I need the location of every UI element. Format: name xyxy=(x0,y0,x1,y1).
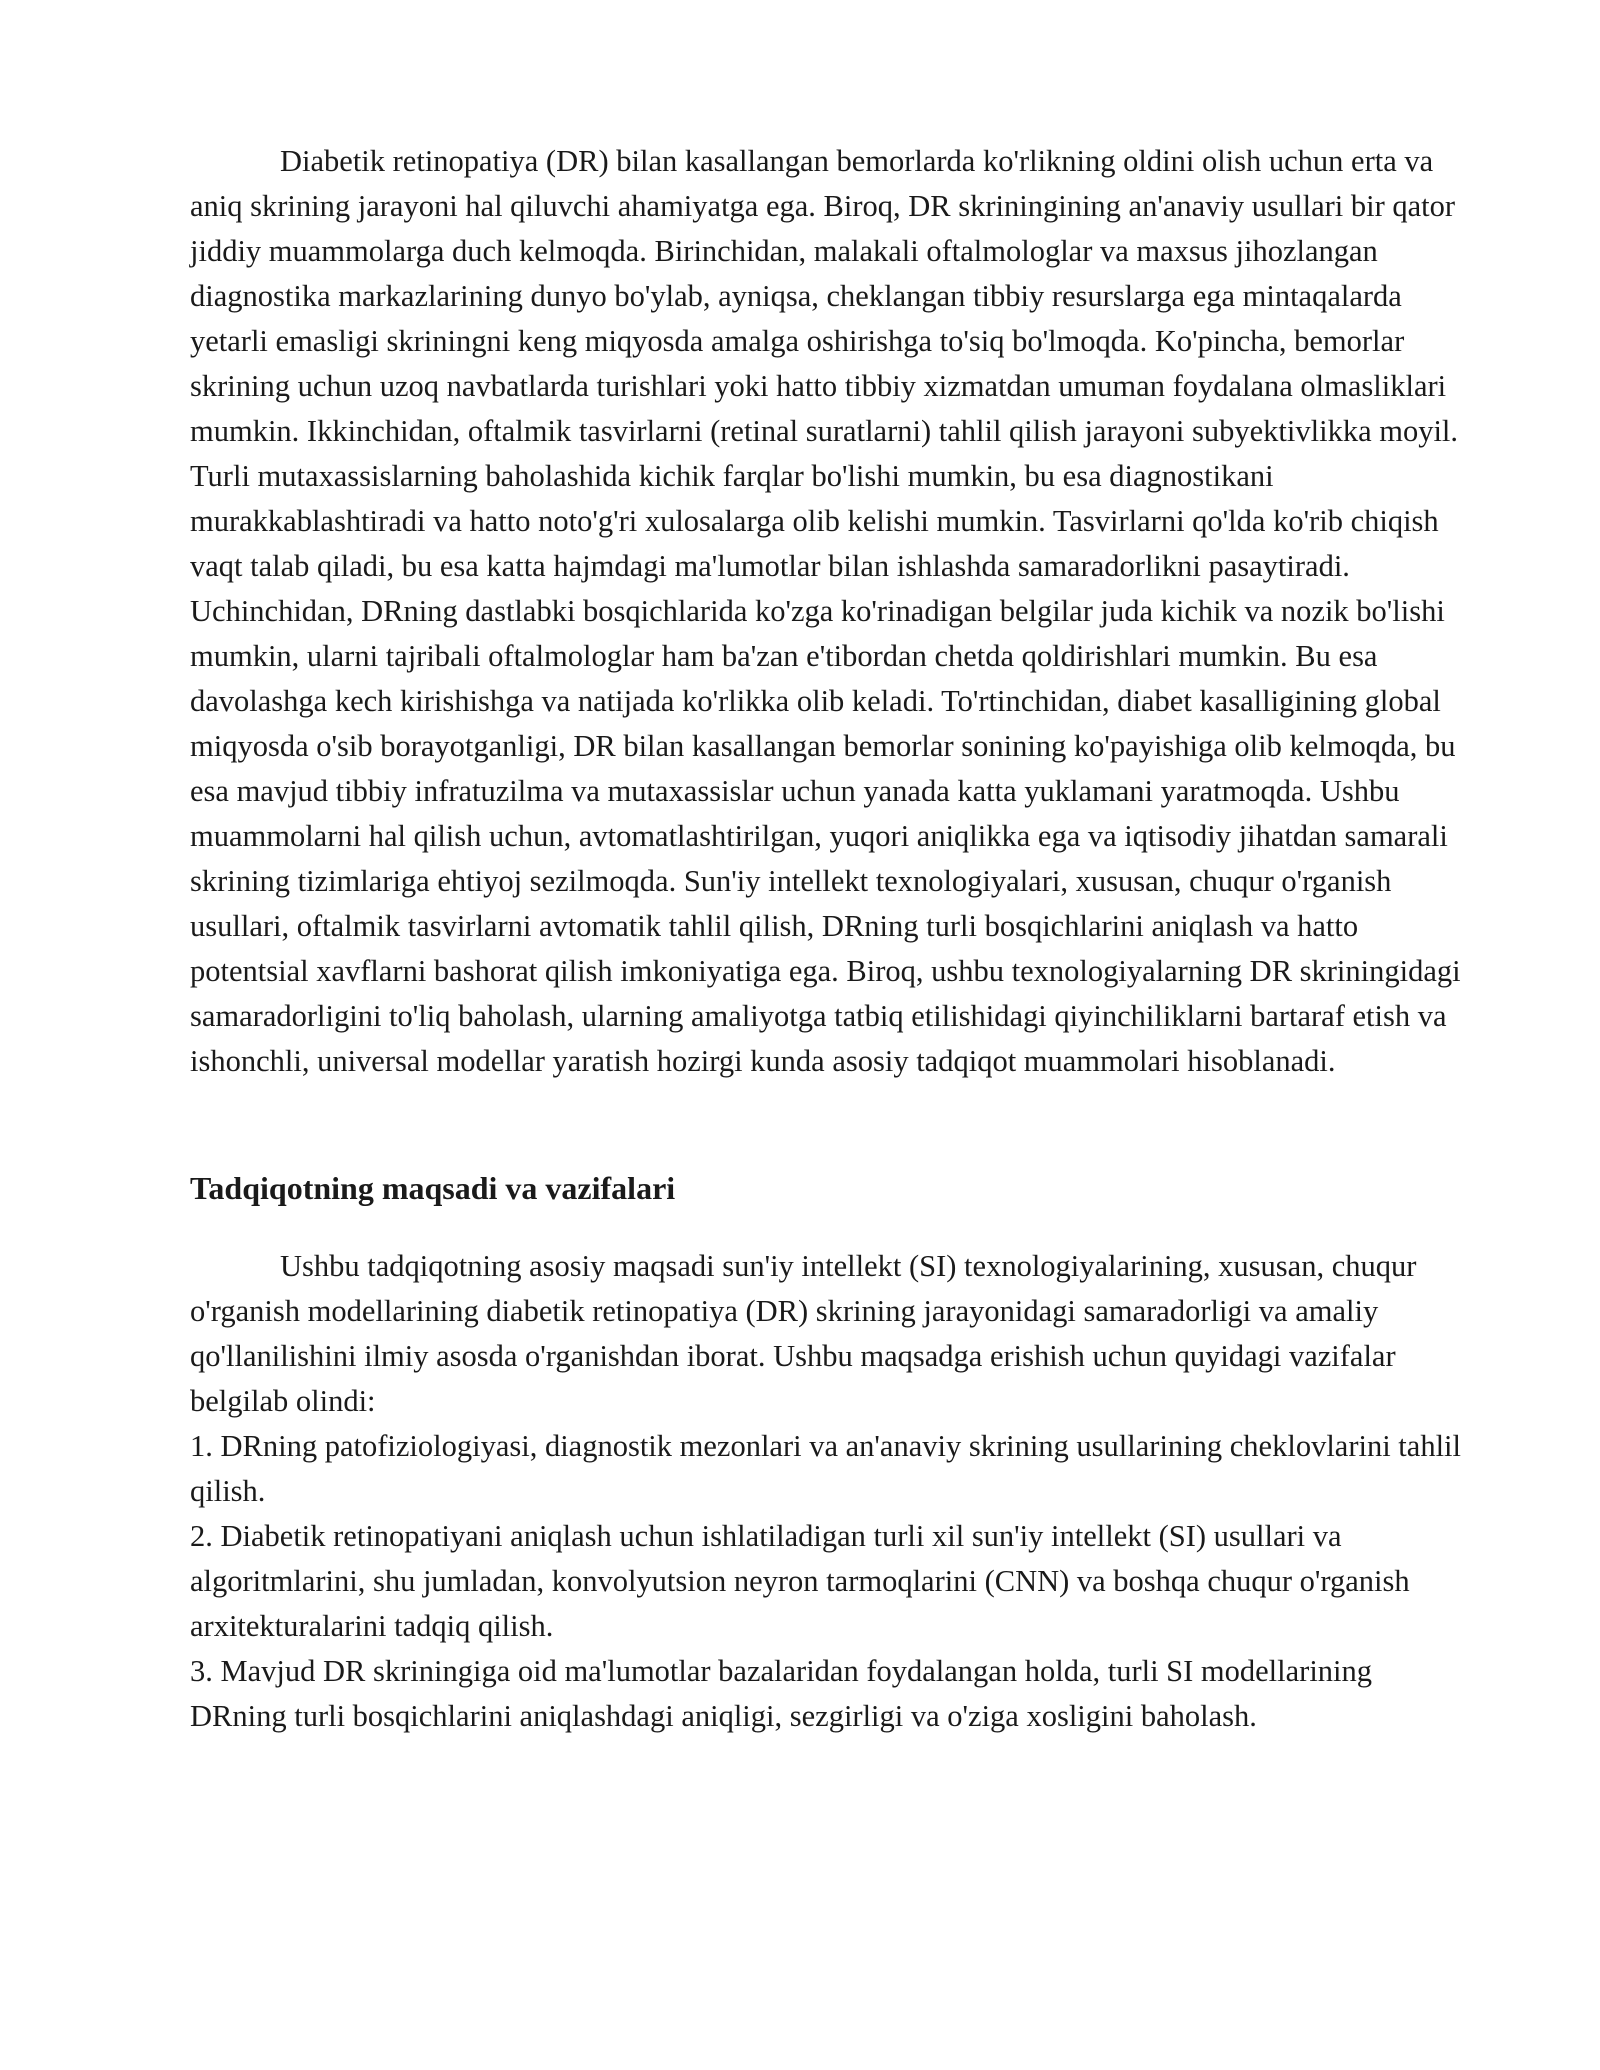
section-paragraph: Ushbu tadqiqotning asosiy maqsadi sun'iy intellekt (SI) texnologiyalarining, xususan, chuqur o'rganish modellarining diabetik retinopatiya (DR) skrining jarayonidagi samaradorligi va amaliy qo'llanilishini ilmiy asosda o'rganishdan iborat. Ushbu maqsadga erishish uchun quyidagi vazifalar belgilab olindi: xyxy=(190,1249,1417,1418)
section-heading: Tadqiqotning maqsadi va vazifalari xyxy=(190,1170,676,1206)
document-body xyxy=(190,139,1470,1739)
task-item-1: 1. DRning patofiziologiyasi, diagnostik mezonlari va an'anaviy skrining usullarining cheklovlarini tahlil qilish. xyxy=(190,1429,1461,1508)
task-item-3: 3. Mavjud DR skriningiga oid ma'lumotlar bazalaridan foydalangan holda, turli SI modellarining DRning turli bosqichlarini aniqlashdagi aniqligi, sezgirligi va o'ziga xosligini baholash. xyxy=(190,1654,1373,1733)
intro-paragraph: Diabetik retinopatiya (DR) bilan kasallangan bemorlarda ko'rlikning oldini olish uchun erta va aniq skrining jarayoni hal qiluvchi ahamiyatga ega. Biroq, DR skriningining an'anaviy usullari bir qator jiddiy muammolarga duch kelmoqda. Birinchidan, malakali oftalmologlar va maxsus jihozlangan diagnostika markazlarining dunyo bo'ylab, ayniqsa, cheklangan tibbiy resurslarga ega mintaqalarda yetarli emasligi skriningni keng miqyosda amalga oshirishga to'siq bo'lmoqda. Ko'pincha, bemorlar skrining uchun uzoq navbatlarda turishlari yoki hatto tibbiy xizmatdan umuman foydalana olmasliklari mumkin. Ikkinchidan, oftalmik tasvirlarni (retinal suratlarni) tahlil qilish jarayoni subyektivlikka moyil. Turli mutaxassislarning baholashida kichik farqlar bo'lishi mumkin, bu esa diagnostikani murakkablashtiradi va hatto noto'g'ri xulosalarga olib kelishi mumkin. Tasvirlarni qo'lda ko'rib chiqish vaqt talab qiladi, bu esa katta hajmdagi ma'lumotlar bilan ishlashda samaradorlikni pasaytiradi. Uchinchidan, DRning dastlabki bosqichlarida ko'zga ko'rinadigan belgilar juda kichik va nozik bo'lishi mumkin, ularni tajribali oftalmologlar ham ba'zan e'tibordan chetda qoldirishlari mumkin. Bu esa davolashga kech kirishishga va natijada ko'rlikka olib keladi. To'rtinchidan, diabet kasalligining global miqyosda o'sib borayotganligi, DR bilan kasallangan bemorlar sonining ko'payishiga olib kelmoqda, bu esa mavjud tibbiy infratuzilma va mutaxassislar uchun yanada katta yuklamani yaratmoqda. Ushbu muammolarni hal qilish uchun, avtomatlashtirilgan, yuqori aniqlikka ega va iqtisodiy jihatdan samarali skrining tizimlariga ehtiyoj sezilmoqda. Sun'iy intellekt texnologiyalari, xususan, chuqur o'rganish usullari, oftalmik tasvirlarni avtomatik tahlil qilish, DRning turli bosqichlarini aniqlash va hatto potentsial xavflarni bashorat qilish imkoniyatiga ega. Biroq, ushbu texnologiyalarning DR skriningidagi samaradorligini to'liq baholash, ularning amaliyotga tatbiq etilishidagi qiyinchiliklarni bartaraf etish va ishonchli, universal modellar yaratish hozirgi kunda asosiy tadqiqot muammolari hisoblanadi. xyxy=(190,144,1461,1078)
task-list xyxy=(190,1424,1470,1739)
task-item-2: 2. Diabetik retinopatiyani aniqlash uchun ishlatiladigan turli xil sun'iy intellekt (SI) usullari va algoritmlarini, shu jumladan, konvolyutsion neyron tarmoqlarini (CNN) va boshqa chuqur o'rganish arxitekturalarini tadqiq qilish. xyxy=(190,1519,1410,1643)
section-heading-block xyxy=(190,1166,1470,1211)
